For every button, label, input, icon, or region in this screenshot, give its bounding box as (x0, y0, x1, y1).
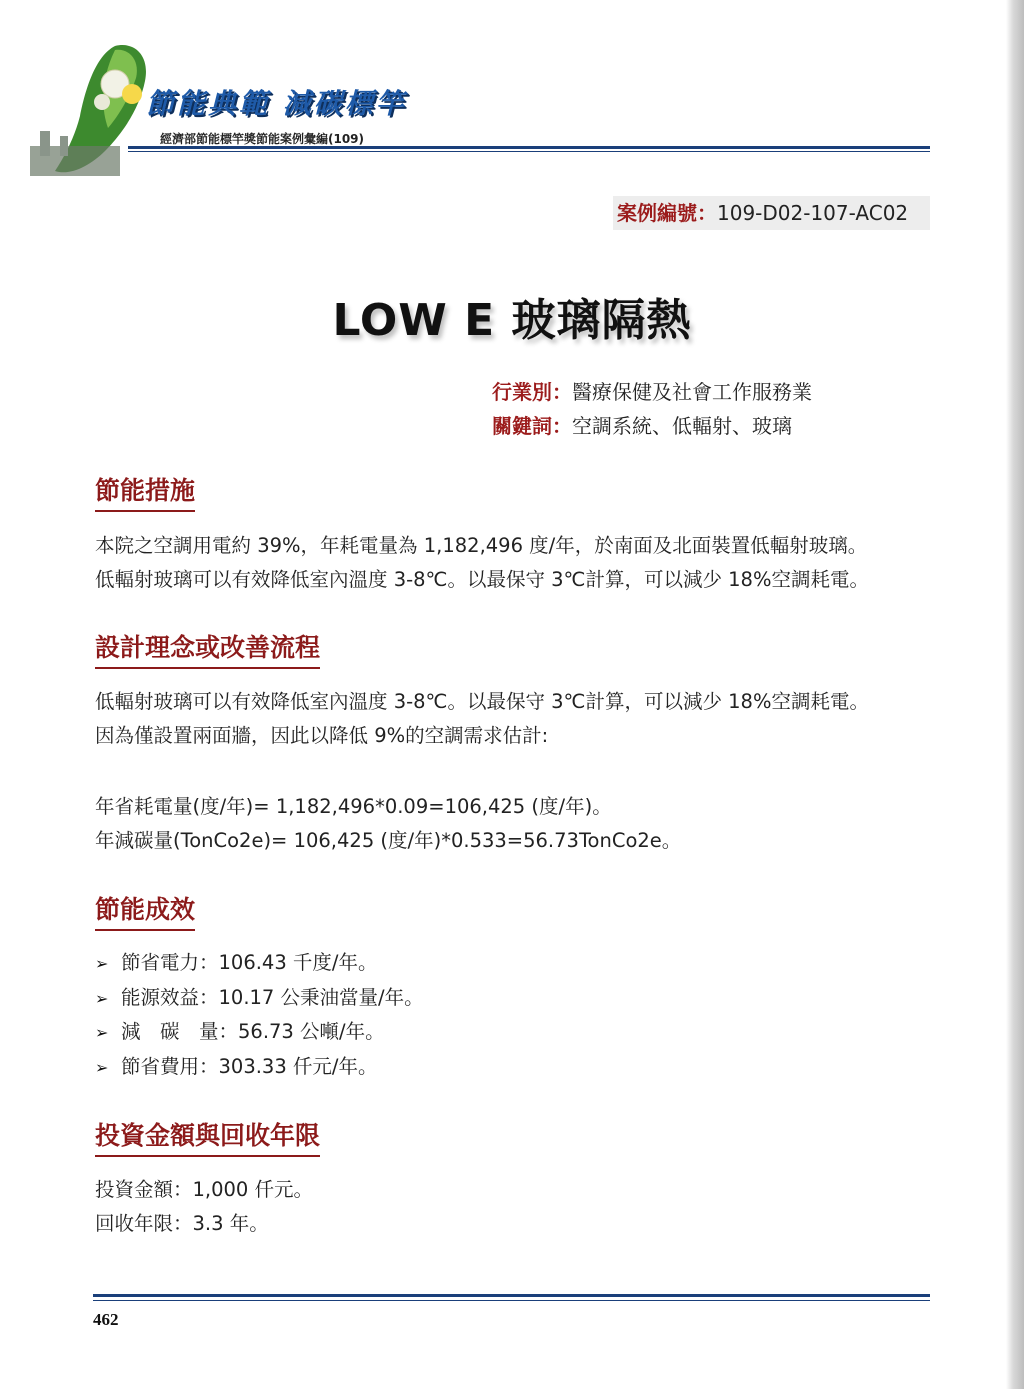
paragraph-line: 本院之空調用電約 39%，年耗電量為 1,182,496 度/年，於南面及北面裝置低輻射玻璃。 (95, 534, 868, 557)
case-number-value: 109-D02-107-AC02 (717, 201, 909, 225)
arrow-bullet-icon: ➢ (95, 1023, 109, 1042)
footer-rule-thin (93, 1300, 930, 1301)
keywords-value: 空調系統、低輻射、玻璃 (572, 414, 792, 438)
page-edge-shadow (1006, 0, 1024, 1389)
industry-label: 行業別： (492, 380, 572, 404)
result-item-text: 減 碳 量：56.73 公噸/年。 (121, 1020, 385, 1043)
section-heading-measures: 節能措施 (95, 471, 195, 512)
header-rule-thin (128, 151, 930, 152)
arrow-bullet-icon: ➢ (95, 1058, 109, 1077)
footer-rule (93, 1294, 930, 1297)
industry-value: 醫療保健及社會工作服務業 (572, 380, 812, 404)
header-rule (128, 146, 930, 149)
section-heading-design: 設計理念或改善流程 (95, 628, 320, 669)
page-number: 462 (93, 1310, 119, 1329)
case-number-box (613, 196, 930, 230)
result-item-text: 能源效益：10.17 公秉油當量/年。 (121, 986, 424, 1009)
payback-period: 回收年限：3.3 年。 (95, 1212, 269, 1235)
industry-row (492, 376, 812, 405)
result-item (95, 1051, 378, 1079)
result-item (95, 1016, 385, 1044)
arrow-bullet-icon: ➢ (95, 989, 109, 1008)
paragraph-line: 低輻射玻璃可以有效降低室內溫度 3-8℃。以最保守 3℃計算，可以減少 18%空調耗電。 (95, 690, 869, 713)
result-item (95, 947, 378, 975)
logo-subtitle: 經濟部節能標竿獎節能案例彙編(109) (160, 132, 365, 146)
formula-line: 年減碳量(TonCo2e)= 106,425 (度/年)*0.533=56.73TonCo2e。 (95, 829, 682, 852)
page-title: LOW E 玻璃隔熱 (332, 295, 692, 346)
paragraph-line: 低輻射玻璃可以有效降低室內溫度 3-8℃。以最保守 3℃計算，可以減少 18%空調耗電。 (95, 568, 869, 591)
arrow-bullet-icon: ➢ (95, 954, 109, 973)
case-number-label: 案例編號： (617, 201, 717, 225)
keywords-label: 關鍵詞： (492, 414, 572, 438)
keywords-row (492, 410, 792, 439)
section-heading-results: 節能成效 (95, 890, 195, 931)
investment-amount: 投資金額：1,000 仟元。 (95, 1178, 314, 1201)
result-item-text: 節省費用：303.33 仟元/年。 (121, 1055, 378, 1078)
logo-title: 節能典範 減碳標竿 (146, 87, 407, 120)
result-item-text: 節省電力：106.43 千度/年。 (121, 951, 378, 974)
result-item (95, 982, 424, 1010)
paragraph-line: 因為僅設置兩面牆，因此以降低 9%的空調需求估計: (95, 724, 549, 747)
section-heading-investment: 投資金額與回收年限 (95, 1116, 320, 1157)
formula-line: 年省耗電量(度/年)= 1,182,496*0.09=106,425 (度/年)。 (95, 795, 612, 818)
